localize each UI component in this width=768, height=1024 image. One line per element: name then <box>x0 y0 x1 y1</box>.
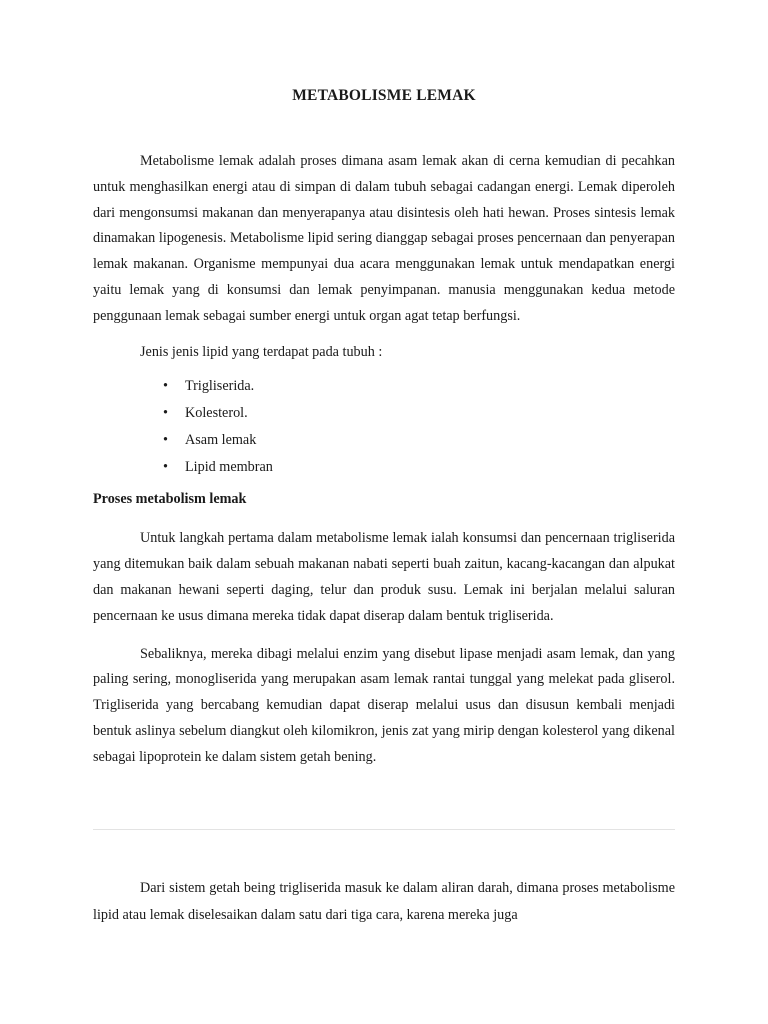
list-item <box>163 427 675 454</box>
bullet-icon: • <box>163 432 168 449</box>
lipid-type-label: Kolesterol. <box>185 405 248 422</box>
intro-paragraph: Metabolisme lemak adalah proses dimana asam lemak akan di cerna kemudian di pecahkan untuk menghasilkan energi atau di simpan di dalam tubuh sebagai cadangan energi. Lemak diperoleh dari mengonsumsi makanan dan menyerapanya atau disintesis oleh hati hewan. Proses sintesis lemak dinamakan lipogenesis. Metabolisme lipid sering dianggap sebagai proses pencernaan dan penyerapan lemak makanan. Organisme mempunyai dua acara menggunakan lemak untuk mendapatkan energi yaitu lemak yang di konsumsi dan lemak penyimpanan. manusia menggunakan kedua metode penggunaan lemak sebagai sumber energi untuk organ agat tetap berfungsi. <box>93 153 675 324</box>
bullet-icon: • <box>163 459 168 476</box>
list-item <box>163 373 675 400</box>
list-item <box>163 454 675 481</box>
page-break-divider <box>93 829 675 830</box>
lipid-type-label: Asam lemak <box>185 432 257 449</box>
lipid-type-list <box>93 373 675 481</box>
list-item <box>163 400 675 427</box>
lipid-type-label: Lipid membran <box>185 459 273 476</box>
section-paragraph: Untuk langkah pertama dalam metabolisme lemak ialah konsumsi dan pencernaan trigliserida yang ditemukan baik dalam sebuah makanan nabati seperti buah zaitun, kacang-kacangan dan alpukat dan makanan hewani seperti daging, telur dan produk susu. Lemak ini berjalan melalui saluran pencernaan ke usus dimana mereka tidak dapat diserap dalam bentuk trigliserida. <box>93 530 675 624</box>
next-page-content <box>93 875 675 929</box>
lipid-type-label: Trigliserida. <box>185 378 255 395</box>
section-paragraph: Sebaliknya, mereka dibagi melalui enzim yang disebut lipase menjadi asam lemak, dan yang paling sering, monogliserida yang merupakan asam lemak rantai tunggal yang melekat pada gliserol. Trigliserida yang bercabang kemudian dapat diserap melalui usus dan disusun kembali menjadi bentuk aslinya sebelum diangkut oleh kilomikron, jenis zat yang mirip dengan kolesterol yang dikenal sebagai lipoprotein ke dalam sistem getah bening. <box>93 645 675 765</box>
bullet-icon: • <box>163 378 168 395</box>
lipid-list-intro: Jenis jenis lipid yang terdapat pada tubuh : <box>140 343 383 360</box>
page-content <box>93 0 675 771</box>
section-heading: Proses metabolism lemak <box>93 491 247 508</box>
bullet-icon: • <box>163 405 168 422</box>
document-title: METABOLISME LEMAK <box>292 87 476 104</box>
continuation-paragraph: Dari sistem getah being trigliserida masuk ke dalam aliran darah, dimana proses metabolisme lipid atau lemak diselesaikan dalam satu dari tiga cara, karena mereka juga <box>93 880 675 923</box>
